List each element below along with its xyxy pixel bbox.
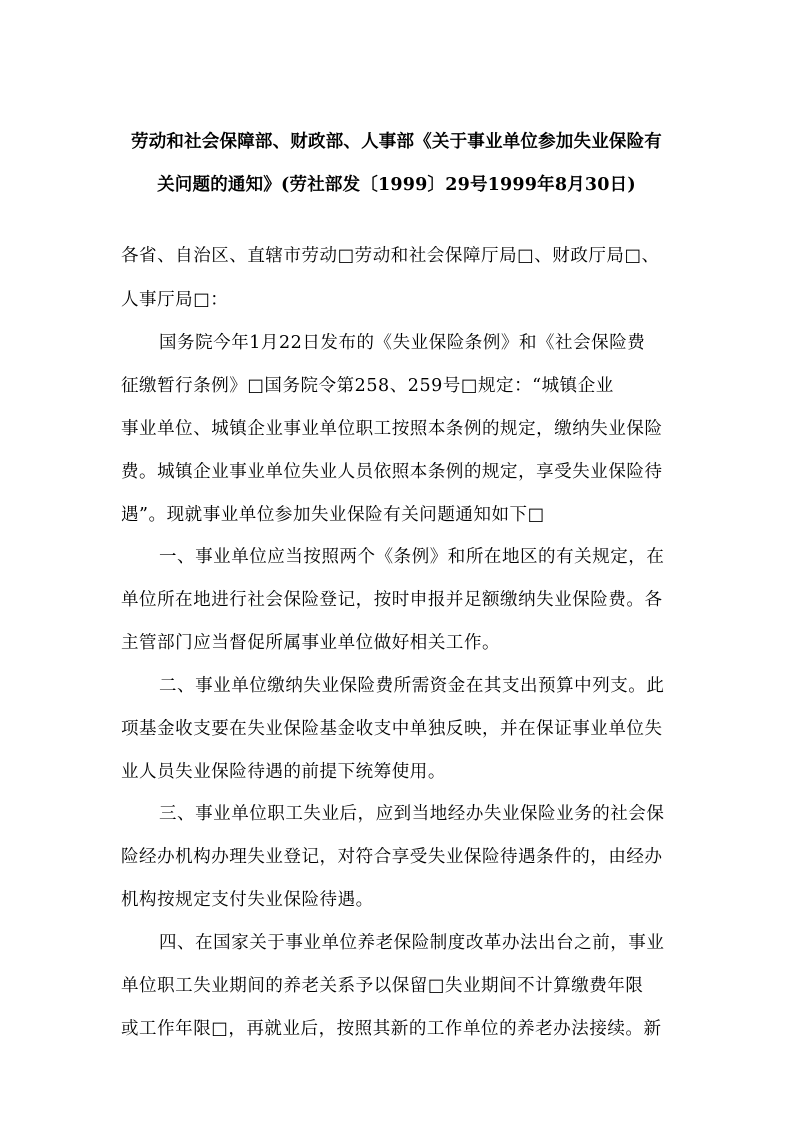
paragraph-line: 事业单位、城镇企业事业单位职工按照本条例的规定，缴纳失业保险 xyxy=(121,419,663,439)
paragraph-line: 机构按规定支付失业保险待遇。 xyxy=(121,890,374,910)
paragraph-line: 费。城镇企业事业单位失业人员依照本条例的规定，享受失业保险待 xyxy=(121,462,663,482)
paragraph-line: 征缴暂行条例》□国务院令第258、259号□规定：“城镇企业 xyxy=(121,376,614,396)
paragraph-line: 项基金收支要在失业保险基金收支中单独反映，并在保证事业单位失 xyxy=(121,719,663,739)
paragraph-line: 险经办机构办理失业登记，对符合享受失业保险待遇条件的，由经办 xyxy=(121,847,663,867)
document-title-line-2: 关问题的通知》(劳社部发〔1999〕29号1999年8月30日) xyxy=(157,175,636,195)
paragraph-line: 单位职工失业期间的养老关系予以保留□失业期间不计算缴费年限 xyxy=(121,976,644,996)
addressee-line: 人事厅局□： xyxy=(121,290,229,310)
paragraph-line: 三、事业单位职工失业后，应到当地经办失业保险业务的社会保 xyxy=(159,804,665,824)
paragraph-line: 国务院今年1月22日发布的《失业保险条例》和《社会保险费 xyxy=(159,333,646,353)
paragraph-line: 单位所在地进行社会保险登记，按时申报并足额缴纳失业保险费。各 xyxy=(121,590,663,610)
paragraph-line: 或工作年限□，再就业后，按照其新的工作单位的养老办法接续。新 xyxy=(121,1019,662,1039)
paragraph-line: 一、事业单位应当按照两个《条例》和所在地区的有关规定，在 xyxy=(159,547,665,567)
paragraph-line: 遇”。现就事业单位参加失业保险有关问题通知如下□ xyxy=(121,505,545,525)
paragraph-line: 业人员失业保险待遇的前提下统筹使用。 xyxy=(121,762,446,782)
paragraph-line: 二、事业单位缴纳失业保险费所需资金在其支出预算中列支。此 xyxy=(159,676,665,696)
document-title-line-1: 劳动和社会保障部、财政部、人事部《关于事业单位参加失业保险有 xyxy=(131,132,662,152)
addressee-line: 各省、自治区、直辖市劳动□劳动和社会保障厅局□、财政厅局□、 xyxy=(121,246,660,266)
paragraph-line: 主管部门应当督促所属事业单位做好相关工作。 xyxy=(121,633,501,653)
paragraph-line: 四、在国家关于事业单位养老保险制度改革办法出台之前，事业 xyxy=(159,933,665,953)
